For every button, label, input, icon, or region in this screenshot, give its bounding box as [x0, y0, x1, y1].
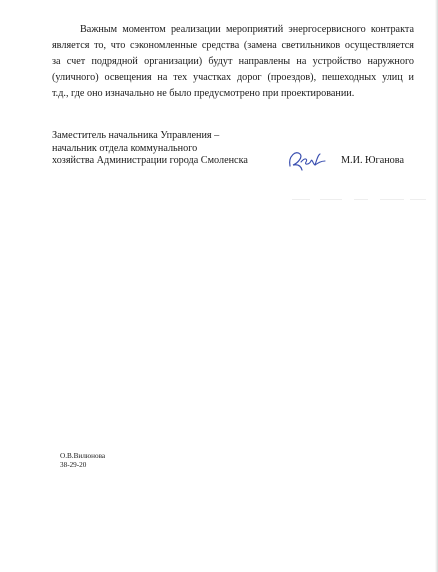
executor-name: О.В.Вилюнова — [60, 452, 106, 460]
signee-name: М.И. Юганова — [341, 155, 404, 166]
paragraph-line: является то, что сэкономленные средства (замена светильников осуществляется — [52, 40, 414, 51]
paragraph-line: т.д., где оно изначально не было предусмотрено при проектировании. — [52, 88, 355, 99]
signer-position-line: начальник отдела коммунального — [52, 142, 198, 154]
handwritten-signature — [284, 146, 328, 174]
executor-phone: 38-29-20 — [60, 461, 87, 469]
signer-position — [52, 130, 248, 168]
signer-position-line: Заместитель начальника Управления – — [52, 130, 220, 141]
paragraph-line: Важным моментом реализации мероприятий энергосервисного контракта — [80, 24, 414, 35]
paragraph-line: (уличного) освещения на тех участках дорог (проездов), пешеходных улиц и — [52, 72, 414, 83]
faint-show-through-marks — [290, 194, 430, 206]
executor-info — [60, 452, 105, 470]
signer-position-line: хозяйства Администрации города Смоленска — [52, 155, 248, 166]
body-paragraph — [52, 22, 414, 102]
paragraph-line: за счет подрядной организации) будут направлены на устройство наружного — [52, 56, 414, 67]
